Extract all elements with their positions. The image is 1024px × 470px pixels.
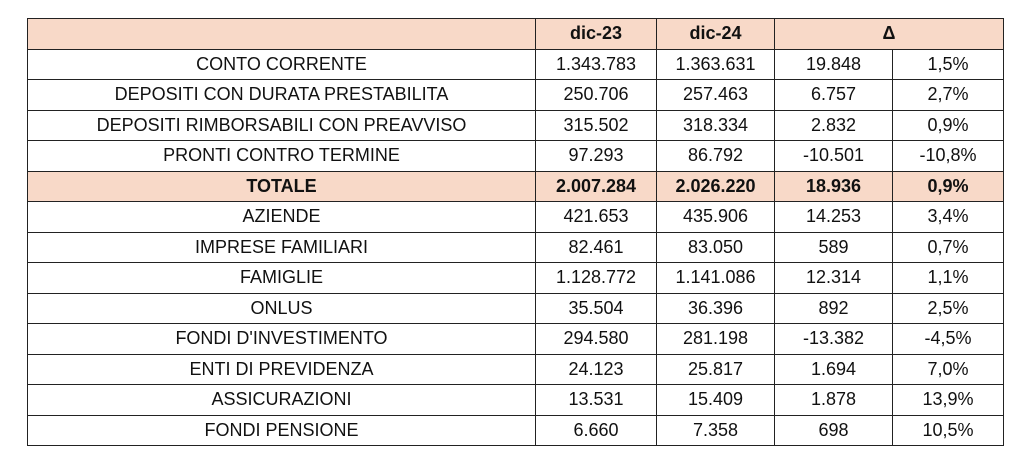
value-dic24: 435.906 bbox=[657, 202, 775, 233]
value-dic24: 83.050 bbox=[657, 232, 775, 263]
value-dic23: 1.128.772 bbox=[536, 263, 657, 294]
value-delta-pct: 2,5% bbox=[893, 293, 1004, 324]
value-delta-pct: 13,9% bbox=[893, 385, 1004, 416]
value-delta-abs: 12.314 bbox=[775, 263, 893, 294]
row-label: FAMIGLIE bbox=[28, 263, 536, 294]
value-delta-abs: -10.501 bbox=[775, 141, 893, 172]
value-delta-pct: 0,9% bbox=[893, 171, 1004, 202]
table-row bbox=[28, 293, 1004, 324]
value-delta-abs: 2.832 bbox=[775, 110, 893, 141]
value-delta-pct: 3,4% bbox=[893, 202, 1004, 233]
value-delta-abs: 1.878 bbox=[775, 385, 893, 416]
value-dic24: 318.334 bbox=[657, 110, 775, 141]
header-delta: Δ bbox=[775, 19, 1004, 50]
value-delta-abs: 6.757 bbox=[775, 80, 893, 111]
value-dic24: 257.463 bbox=[657, 80, 775, 111]
value-delta-abs: -13.382 bbox=[775, 324, 893, 355]
value-dic23: 1.343.783 bbox=[536, 49, 657, 80]
value-dic23: 315.502 bbox=[536, 110, 657, 141]
value-dic24: 86.792 bbox=[657, 141, 775, 172]
value-dic23: 6.660 bbox=[536, 415, 657, 446]
header-dic23: dic-23 bbox=[536, 19, 657, 50]
row-label: DEPOSITI CON DURATA PRESTABILITA bbox=[28, 80, 536, 111]
header-label-cell bbox=[28, 19, 536, 50]
value-dic23: 97.293 bbox=[536, 141, 657, 172]
table-row bbox=[28, 324, 1004, 355]
table-row bbox=[28, 49, 1004, 80]
value-dic23: 35.504 bbox=[536, 293, 657, 324]
row-label: FONDI D'INVESTIMENTO bbox=[28, 324, 536, 355]
value-delta-abs: 14.253 bbox=[775, 202, 893, 233]
value-delta-abs: 698 bbox=[775, 415, 893, 446]
row-label: ASSICURAZIONI bbox=[28, 385, 536, 416]
value-dic23: 294.580 bbox=[536, 324, 657, 355]
value-dic23: 250.706 bbox=[536, 80, 657, 111]
value-dic24: 2.026.220 bbox=[657, 171, 775, 202]
value-delta-pct: -10,8% bbox=[893, 141, 1004, 172]
row-label: CONTO CORRENTE bbox=[28, 49, 536, 80]
deposits-table-container bbox=[27, 18, 1004, 446]
table-row bbox=[28, 263, 1004, 294]
value-dic24: 15.409 bbox=[657, 385, 775, 416]
row-label: AZIENDE bbox=[28, 202, 536, 233]
value-delta-abs: 589 bbox=[775, 232, 893, 263]
row-label: IMPRESE FAMILIARI bbox=[28, 232, 536, 263]
value-dic24: 1.141.086 bbox=[657, 263, 775, 294]
value-dic24: 1.363.631 bbox=[657, 49, 775, 80]
value-delta-pct: 1,5% bbox=[893, 49, 1004, 80]
row-label: ENTI DI PREVIDENZA bbox=[28, 354, 536, 385]
row-label: ONLUS bbox=[28, 293, 536, 324]
value-dic24: 281.198 bbox=[657, 324, 775, 355]
row-label: PRONTI CONTRO TERMINE bbox=[28, 141, 536, 172]
row-label: FONDI PENSIONE bbox=[28, 415, 536, 446]
table-row bbox=[28, 232, 1004, 263]
value-delta-pct: 7,0% bbox=[893, 354, 1004, 385]
value-delta-abs: 1.694 bbox=[775, 354, 893, 385]
value-delta-pct: 10,5% bbox=[893, 415, 1004, 446]
value-dic23: 2.007.284 bbox=[536, 171, 657, 202]
value-delta-abs: 19.848 bbox=[775, 49, 893, 80]
table-row bbox=[28, 354, 1004, 385]
value-dic23: 421.653 bbox=[536, 202, 657, 233]
table-row bbox=[28, 110, 1004, 141]
table-row-total bbox=[28, 171, 1004, 202]
value-delta-abs: 892 bbox=[775, 293, 893, 324]
deposits-table bbox=[27, 18, 1004, 446]
table-row bbox=[28, 385, 1004, 416]
value-delta-abs: 18.936 bbox=[775, 171, 893, 202]
table-row bbox=[28, 415, 1004, 446]
table-header-row bbox=[28, 19, 1004, 50]
table-row bbox=[28, 141, 1004, 172]
value-delta-pct: 0,7% bbox=[893, 232, 1004, 263]
row-label: DEPOSITI RIMBORSABILI CON PREAVVISO bbox=[28, 110, 536, 141]
value-delta-pct: 2,7% bbox=[893, 80, 1004, 111]
table-row bbox=[28, 202, 1004, 233]
value-delta-pct: 1,1% bbox=[893, 263, 1004, 294]
row-label-total: TOTALE bbox=[28, 171, 536, 202]
value-dic24: 25.817 bbox=[657, 354, 775, 385]
value-delta-pct: -4,5% bbox=[893, 324, 1004, 355]
value-dic23: 82.461 bbox=[536, 232, 657, 263]
table-row bbox=[28, 80, 1004, 111]
header-dic24: dic-24 bbox=[657, 19, 775, 50]
value-dic24: 36.396 bbox=[657, 293, 775, 324]
value-dic23: 13.531 bbox=[536, 385, 657, 416]
value-delta-pct: 0,9% bbox=[893, 110, 1004, 141]
value-dic24: 7.358 bbox=[657, 415, 775, 446]
value-dic23: 24.123 bbox=[536, 354, 657, 385]
